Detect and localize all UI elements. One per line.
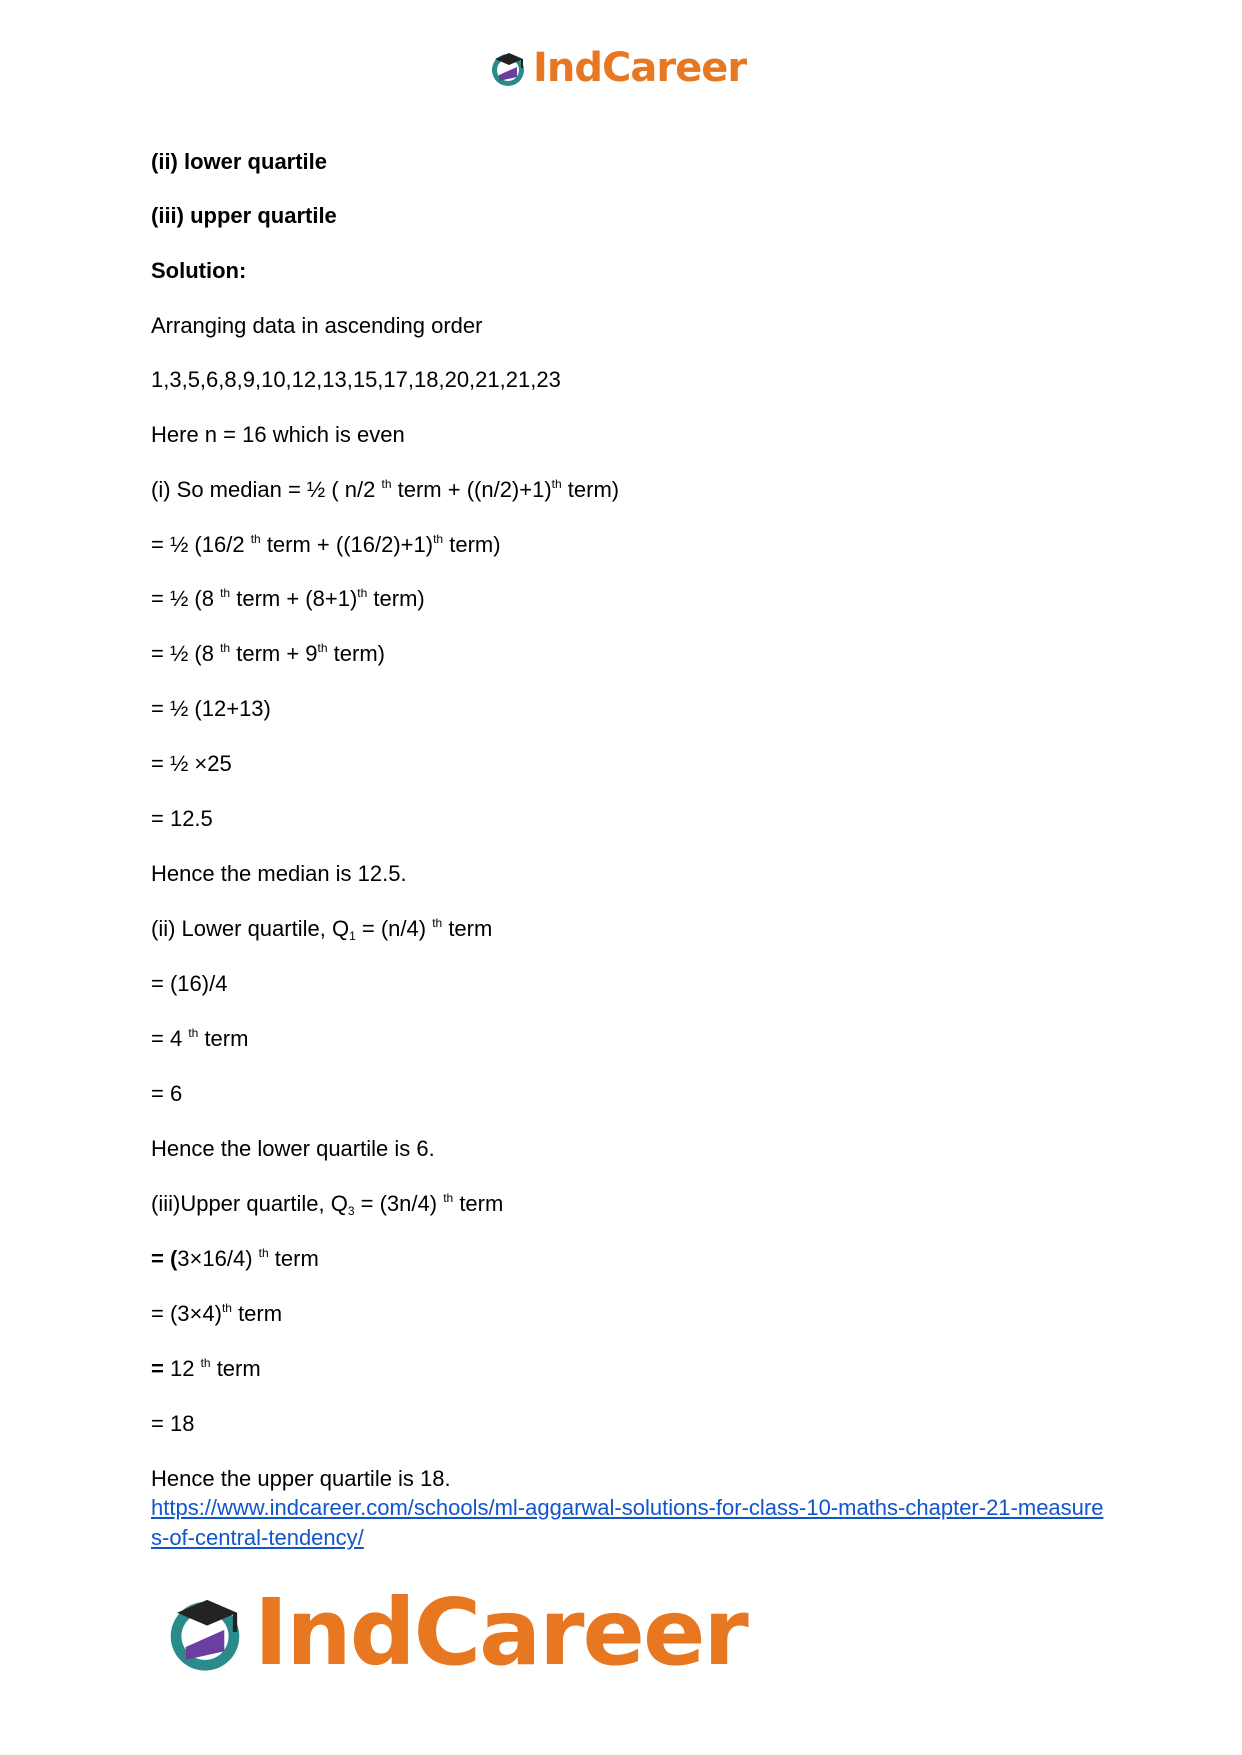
- text-line: Here n = 16 which is even: [151, 422, 405, 447]
- text-line: Arranging data in ascending order: [151, 313, 483, 338]
- equation-line: (iii)Upper quartile, $Q_3 = (3n/4)$ $^{th}$ term: [151, 1191, 504, 1218]
- source-link[interactable]: https://www.indcareer.com/schools/ml-aggarwal-solutions-for-class-10-maths-chapter-21-measures-of-central-tendency/: [151, 1495, 1104, 1550]
- graduation-cap-globe-icon: [487, 47, 529, 89]
- result-line: Hence the upper quartile is 18.: [151, 1466, 451, 1491]
- equation-line: = 12 $^{th}$ term: [151, 1356, 261, 1381]
- header-logo: [487, 44, 746, 92]
- equation-line: = 4 $^{th}$ term: [151, 1026, 249, 1051]
- equation-line: = ½ (12+13): [151, 696, 271, 721]
- result-line: Hence the median is 12.5.: [151, 861, 407, 886]
- equation-line: (i) So median = ½ ( n/2 $^{th}$ term + $((n/2)+1)^{th}$ term): [151, 477, 620, 502]
- data-list: 1,3,5,6,8,9,10,12,13,15,17,18,20,21,21,23: [151, 367, 561, 392]
- equation-line: = ½ (8 $^{th}$ term + 9th term): [151, 641, 385, 666]
- subheading-upper-quartile: (iii) upper quartile: [151, 203, 337, 228]
- brand-name: IndCareer: [254, 1578, 747, 1686]
- brand-name: IndCareer: [533, 45, 747, 91]
- equation-line: = ½ ×25: [151, 751, 232, 776]
- equation-line: = ½ (8 $^{th}$ term + $(8+1)^{th}$ term): [151, 586, 425, 611]
- result-line: Hence the lower quartile is 6.: [151, 1136, 435, 1161]
- equation-line: = 18: [151, 1411, 195, 1436]
- footer-logo: [160, 1577, 747, 1687]
- equation-line: = 12.5: [151, 806, 213, 831]
- solution-heading: Solution:: [151, 258, 247, 283]
- equation-line: (ii) Lower quartile, $Q_1 = (n/4)$ $^{th}$ term: [151, 916, 493, 943]
- graduation-cap-globe-icon: [160, 1587, 250, 1677]
- equation-line: = (3×16/4) $^{th}$ term: [151, 1246, 319, 1271]
- equation-line: = (16)/4: [151, 971, 228, 996]
- equation-line: = $(3\times 4)^{th}$ term: [151, 1301, 283, 1326]
- subheading-lower-quartile: (ii) lower quartile: [151, 149, 328, 174]
- equation-line: = 6: [151, 1081, 183, 1106]
- equation-line: = ½ (16/2 $^{th}$ term + $((16/2)+1)^{th}$ term): [151, 532, 501, 557]
